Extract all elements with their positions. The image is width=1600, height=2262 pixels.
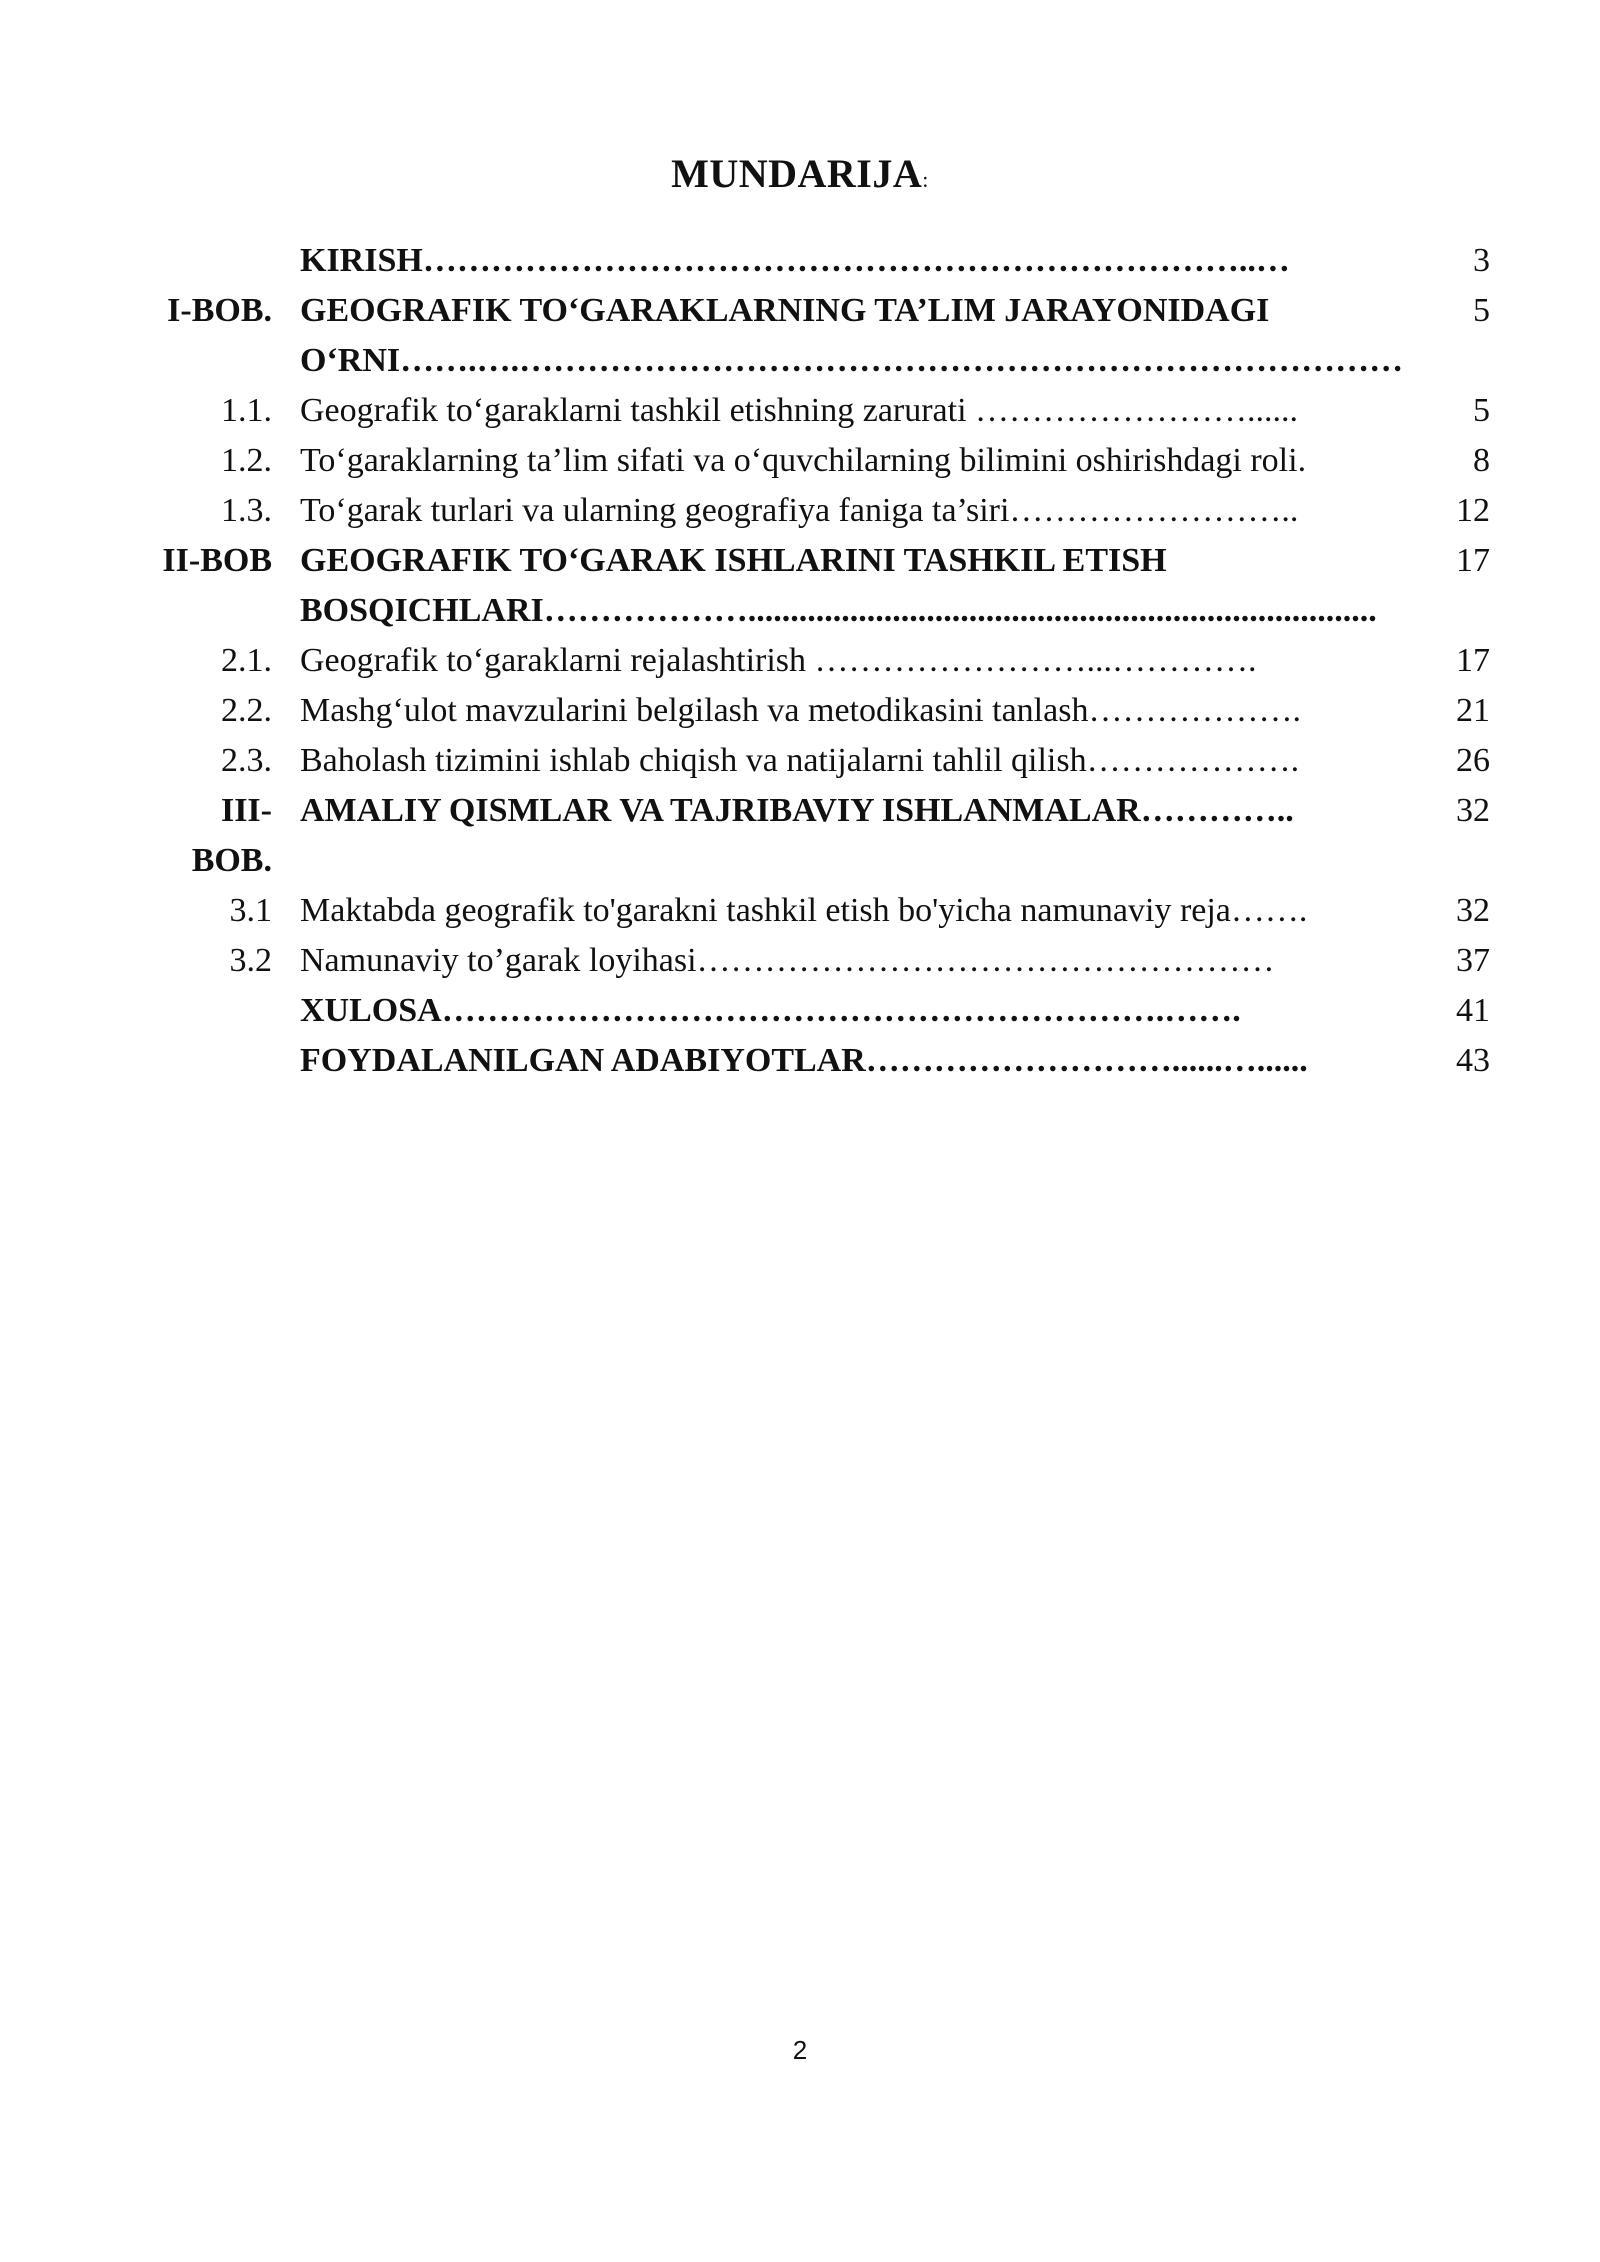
table-of-contents: [0, 236, 1600, 1086]
toc-entry-title: GEOGRAFIK TO‘GARAKLARNING TA’LIM JARAYONIDAGI: [300, 292, 1270, 329]
toc-entry-chapter-2-continued: [0, 586, 1600, 636]
toc-entry-title: Geografik to‘garaklarni rejalashtirish ……………………...………….: [300, 642, 1257, 679]
toc-entry-title: Geografik to‘garaklarni tashkil etishning zarurati ……………………......: [300, 392, 1299, 429]
toc-entry-title: To‘garaklarning ta’lim sifati va o‘quvchilarning bilimini oshirishdagi roli.: [300, 442, 1307, 479]
toc-entry-number: 1.1.: [221, 392, 272, 429]
toc-entry-chapter-3[interactable]: [0, 786, 1600, 836]
toc-entry-page: 17: [1456, 642, 1490, 679]
title-colon: :: [922, 167, 929, 192]
toc-entry-references[interactable]: [0, 1036, 1600, 1086]
toc-entry-title: Maktabda geografik to'garakni tashkil etish bo'yicha namunaviy reja…….: [300, 892, 1308, 929]
toc-entry-kirish[interactable]: [0, 236, 1600, 286]
toc-entry-xulosa[interactable]: [0, 986, 1600, 1036]
toc-entry-1-2[interactable]: [0, 436, 1600, 486]
toc-entry-number: 2.1.: [221, 642, 272, 679]
toc-entry-page: 17: [1456, 542, 1490, 579]
toc-entry-page: 3: [1473, 242, 1490, 279]
toc-entry-page: 5: [1473, 392, 1490, 429]
toc-entry-2-1[interactable]: [0, 636, 1600, 686]
toc-entry-title: To‘garak turlari va ularning geografiya faniga ta’siri……………………..: [300, 492, 1299, 529]
toc-entry-title: Namunaviy to’garak loyihasi……………………………………………: [300, 942, 1275, 979]
toc-entry-number: I-BOB.: [167, 292, 272, 329]
toc-entry-page: 37: [1456, 942, 1490, 979]
toc-entry-number: 2.3.: [221, 742, 272, 779]
toc-entry-title: Baholash tizimini ishlab chiqish va natijalarni tahlil qilish……………….: [300, 742, 1300, 779]
toc-entry-number: 1.3.: [221, 492, 272, 529]
toc-entry-number: III-: [220, 792, 272, 829]
toc-entry-1-1[interactable]: [0, 386, 1600, 436]
toc-entry-title: KIRISH………………………………………………………………..…: [300, 242, 1290, 279]
toc-entry-1-3[interactable]: [0, 486, 1600, 536]
toc-entry-3-2[interactable]: [0, 936, 1600, 986]
page-title: [0, 150, 1600, 197]
toc-entry-title: FOYDALANILGAN ADABIYOTLAR………………………......…......: [300, 1042, 1308, 1079]
toc-entry-number: 3.2: [229, 942, 272, 979]
toc-entry-page: 5: [1473, 292, 1490, 329]
toc-entry-page: 32: [1456, 892, 1490, 929]
toc-entry-number: 3.1: [229, 892, 272, 929]
toc-entry-page: 32: [1456, 792, 1490, 829]
toc-entry-title: O‘RNI…….….……………………………………………………………………: [300, 342, 1404, 379]
toc-entry-title: GEOGRAFIK TO‘GARAK ISHLARINI TASHKIL ETISH: [300, 542, 1167, 579]
toc-entry-chapter-1[interactable]: [0, 286, 1600, 336]
toc-entry-page: 21: [1456, 692, 1490, 729]
toc-entry-title: XULOSA……………………………………………………….…….: [300, 992, 1241, 1029]
title-text: MUNDARIJA: [671, 151, 923, 196]
toc-entry-2-2[interactable]: [0, 686, 1600, 736]
toc-entry-number: 1.2.: [221, 442, 272, 479]
toc-entry-2-3[interactable]: [0, 736, 1600, 786]
toc-entry-page: 26: [1456, 742, 1490, 779]
toc-entry-number: BOB.: [191, 842, 272, 879]
toc-entry-chapter-1-continued: [0, 336, 1600, 386]
toc-entry-page: 43: [1456, 1042, 1490, 1079]
toc-entry-3-1[interactable]: [0, 886, 1600, 936]
toc-entry-page: 12: [1456, 492, 1490, 529]
toc-entry-number: 2.2.: [221, 692, 272, 729]
toc-entry-page: 41: [1456, 992, 1490, 1029]
toc-entry-number: II-BOB: [162, 542, 272, 579]
toc-entry-title: Mashg‘ulot mavzularini belgilash va metodikasini tanlash……………….: [300, 692, 1301, 729]
toc-entry-chapter-2[interactable]: [0, 536, 1600, 586]
toc-entry-title: BOSQICHLARI………………..........................................................................: [300, 592, 1377, 629]
toc-entry-page: 8: [1473, 442, 1490, 479]
toc-entry-chapter-3-continued: [0, 836, 1600, 886]
toc-entry-title: AMALIY QISMLAR VA TAJRIBAVIY ISHLANMALAR…………..: [300, 792, 1294, 829]
page-number: 2: [792, 2035, 808, 2065]
